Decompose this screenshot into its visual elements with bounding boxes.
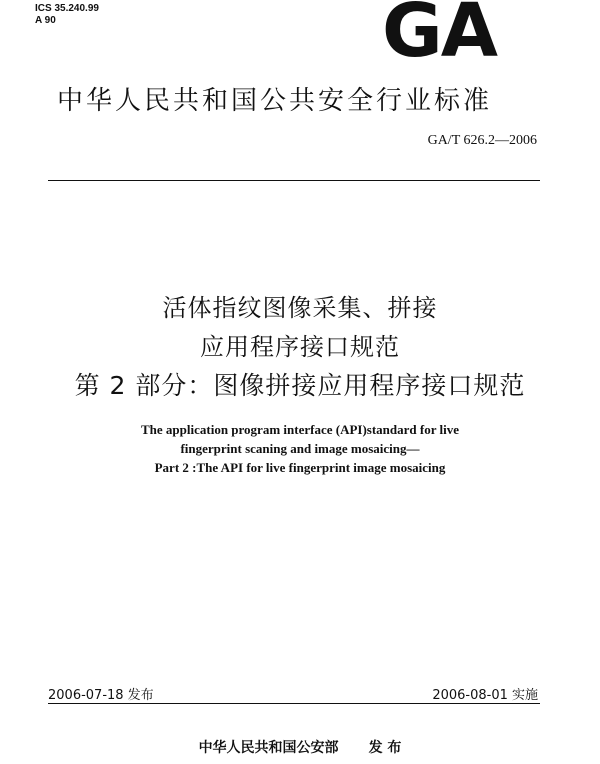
issuer-line bbox=[0, 737, 600, 757]
ccs-code: A 90 bbox=[35, 15, 56, 26]
classification-codes bbox=[35, 3, 99, 27]
title-cn-line1: 活体指纹图像采集、拼接 bbox=[162, 294, 438, 322]
issue-date: 2006-07-18 发布 bbox=[48, 688, 154, 703]
title-en-line3: Part 2 :The API for live fingerprint image mosaicing bbox=[154, 460, 446, 475]
title-cn-line2: 应用程序接口规范 bbox=[200, 333, 400, 361]
standard-code: GA/T 626.2—2006 bbox=[427, 133, 537, 148]
ics-code: ICS 35.240.99 bbox=[35, 3, 99, 14]
title-en-line2: fingerprint scaning and image mosaicing— bbox=[180, 441, 420, 456]
issuer-action: 发 布 bbox=[368, 740, 402, 756]
standard-name: 中华人民共和国公共安全行业标准 bbox=[57, 86, 493, 116]
top-divider bbox=[48, 180, 540, 181]
title-cn-line3: 第 2 部分：图像拼接应用程序接口规范 bbox=[74, 371, 526, 400]
bottom-divider bbox=[48, 703, 540, 704]
implementation-date: 2006-08-01 实施 bbox=[432, 688, 538, 703]
title-en-line1: The application program interface (API)standard for live bbox=[141, 422, 459, 437]
ga-logo: GA bbox=[382, 0, 497, 74]
issuer-org: 中华人民共和国公安部 bbox=[198, 740, 339, 756]
